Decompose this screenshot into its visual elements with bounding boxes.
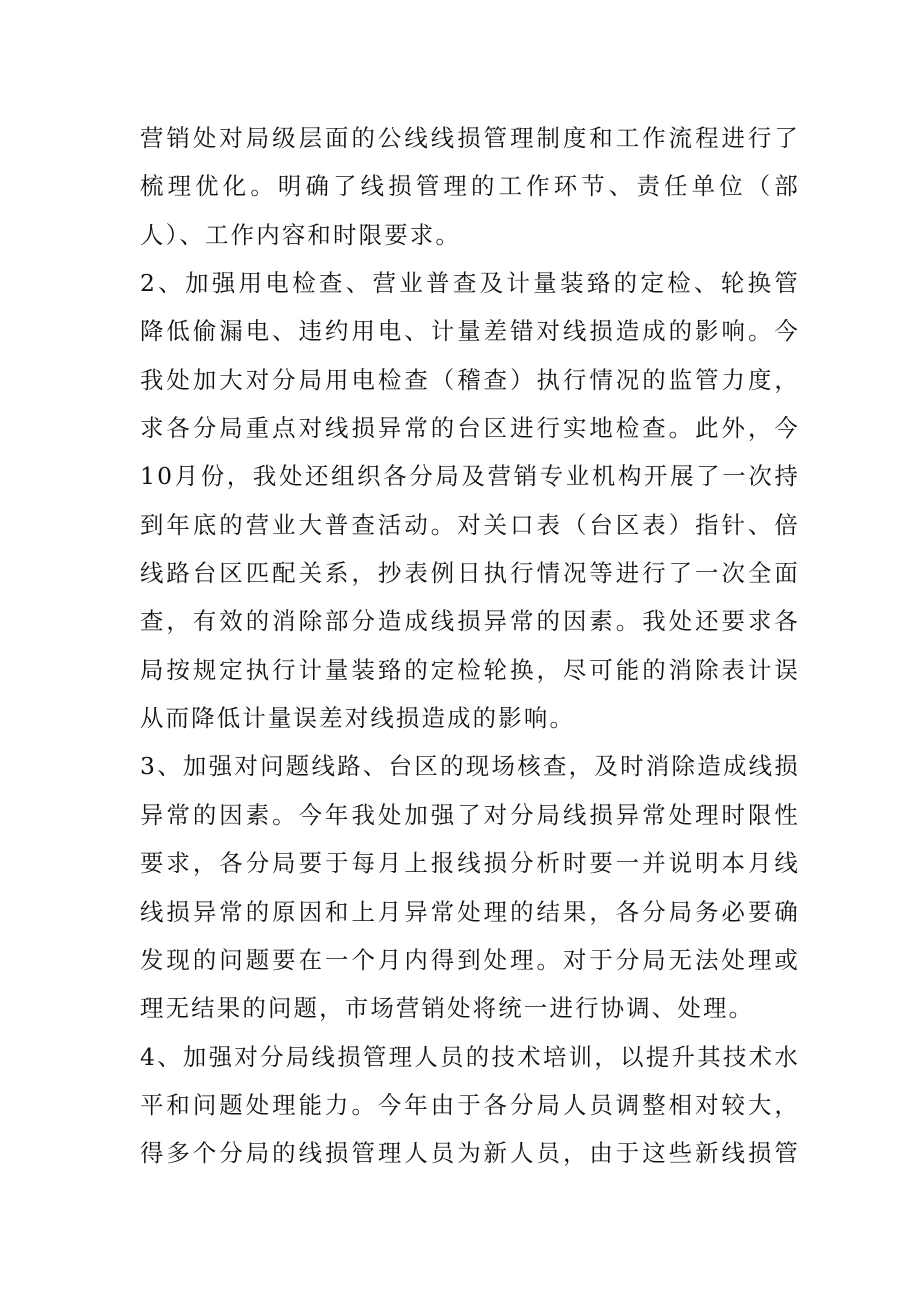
paragraph-line: 发现的问题要在一个月内得到处理。对于分局无法处理或: [140, 945, 800, 974]
paragraph-line: 得多个分局的线损管理人员为新人员，由于这些新线损管: [140, 1139, 800, 1168]
paragraph-line: 人）、工作内容和时限要求。: [140, 220, 461, 249]
paragraph-line: 查，有效的消除部分造成线损异常的因素。我处还要求各: [140, 607, 800, 636]
paragraph-line: 线损异常的原因和上月异常处理的结果，各分局务必要确: [140, 897, 800, 926]
paragraph-line: 营销处对局级层面的公线线损管理制度和工作流程进行了: [140, 124, 800, 152]
paragraph-line: 降低偷漏电、违约用电、计量差错对线损造成的影响。今: [140, 317, 800, 346]
paragraph-line: 平和问题处理能力。今年由于各分局人员调整相对较大，: [140, 1090, 800, 1119]
paragraph-line: 异常的因素。今年我处加强了对分局线损异常处理时限性: [140, 800, 800, 829]
paragraph-line: 线路台区匹配关系，抄表例日执行情况等进行了一次全面: [140, 559, 800, 588]
paragraph-line: 梳理优化。明确了线损管理的工作环节、责任单位（部: [140, 172, 800, 201]
paragraph-line: 2、加强用电检查、营业普查及计量装臵的定检、轮换管: [140, 269, 800, 298]
paragraph-line: 从而降低计量误差对线损造成的影响。: [140, 704, 576, 733]
paragraph-line: 理无结果的问题，市场营销处将统一进行协调、处理。: [140, 994, 755, 1023]
paragraph-line: 要求，各分局要于每月上报线损分析时要一并说明本月线: [140, 849, 800, 878]
document-body: [140, 114, 800, 1178]
paragraph-line: 4、加强对分局线损管理人员的技术培训，以提升其技术水: [140, 1042, 800, 1071]
paragraph-line: 局按规定执行计量装臵的定检轮换，尽可能的消除表计误: [140, 655, 800, 684]
paragraph-line: 到年底的营业大普查活动。对关口表（台区表）指针、倍: [140, 510, 800, 539]
paragraph-line: 求各分局重点对线损异常的台区进行实地检查。此外，今: [140, 414, 800, 443]
paragraph-line: 我处加大对分局用电检查（稽查）执行情况的监管力度，: [140, 365, 800, 394]
paragraph-line: 10月份，我处还组织各分局及营销专业机构开展了一次持: [140, 462, 800, 491]
paragraph-line: 3、加强对问题线路、台区的现场核查，及时消除造成线损: [140, 752, 800, 781]
